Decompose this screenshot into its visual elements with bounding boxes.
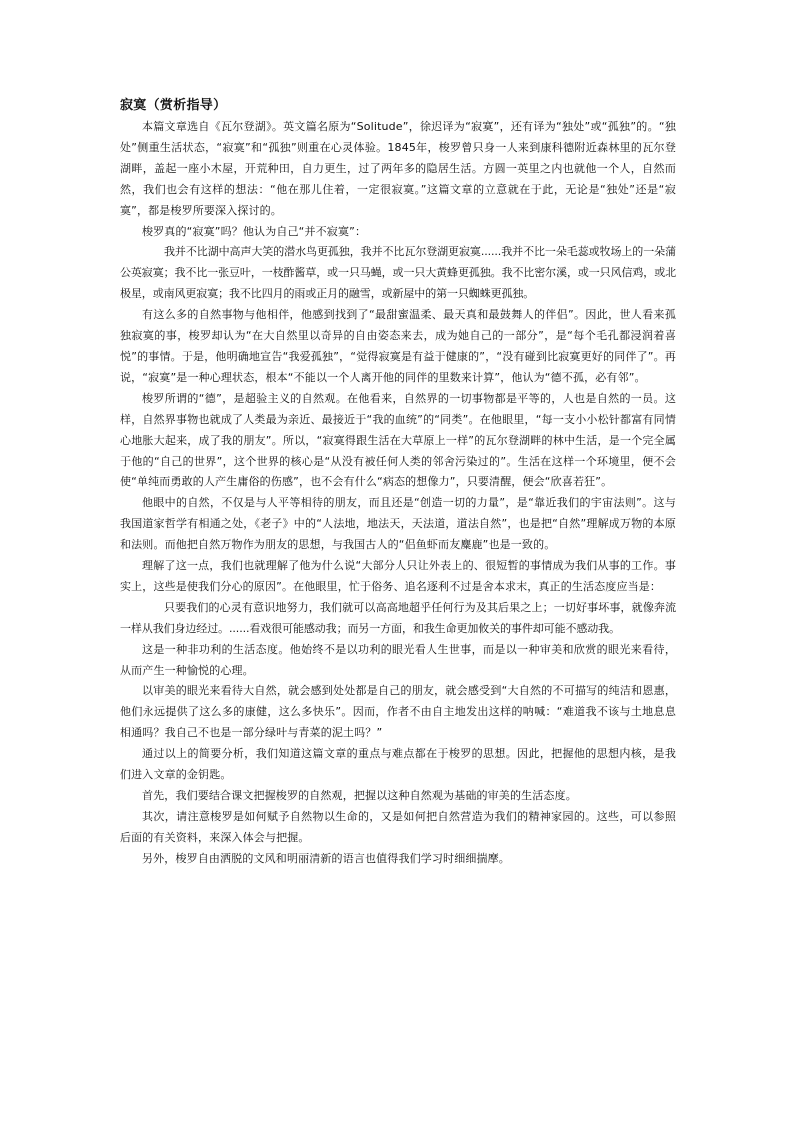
paragraph-aesthetic: 以审美的眼光来看待大自然，就会感到处处都是自己的朋友，就会感受到“大自然的不可描写的纯洁和恩惠，他们永远提供了这么多的康健，这么多快乐”。因而，作者不由自主地发出这样的呐喊：“难道我不该与土地息息相通吗？我自己不也是一部分绿叶与青菜的泥土吗？”	[120, 684, 676, 740]
paragraph-second: 其次，请注意梭罗是如何赋予自然物以生命的，又是如何把自然营造为我们的精神家园的。这些，可以参照后面的有关资料，来深入体会与把握。	[120, 809, 676, 844]
paragraph-finally: 另外，梭罗自由洒脱的文风和明丽清新的语言也值得我们学习时细细揣摩。	[142, 851, 510, 865]
paragraph-intro: 本篇文章选自《瓦尔登湖》。英文篇名原为“Solitude”，徐迟译为“寂寞”，还有译为“独处”或“孤独”的。“独处”侧重生活状态，“寂寞”和“孤独”则重在心灵体验。1845年，梭罗曾只身一人来到康科德附近森林里的瓦尔登湖畔，盖起一座小木屋，开荒种田，自力更生，过了两年多的隐居生活。方圆一英里之内也就他一个人，自然而然，我们也会有这样的想法：“他在那儿住着，一定很寂寞。”这篇文章的立意就在于此，无论是“独处”还是“寂寞”，都是梭罗所要深入探讨的。	[120, 120, 676, 217]
document-page	[120, 96, 676, 870]
paragraph-virtue: 梭罗所谓的“德”，是超验主义的自然观。在他看来，自然界的一切事物都是平等的，人也是自然的一员。这样，自然界事物也就成了人类最为亲近、最接近于“我的血统”的“同类”。在他眼里，“每一支小小松针都富有同情心地胀大起来，成了我的朋友”。所以，“寂寞得跟生活在大草原上一样”的瓦尔登湖畔的林中生活，是一个完全属于他的“自己的世界”，这个世界的核心是“从没有被任何人类的邻舍污染过的”。生活在这样一个环境里，便不会使“单纯而勇敢的人产生庸俗的伤感”，也不会有什么“病态的想像力”，只要清醒，便会“欣喜若狂”。	[120, 391, 676, 489]
quote-mind: 只要我们的心灵有意识地努力，我们就可以高高地超乎任何行为及其后果之上；一切好事坏事，就像奔流一样从我们身边经过。......看戏很可能感动我；而另一方面，和我生命更加攸关的事件却可能不感动我。	[120, 600, 676, 635]
paragraph-nature: 他眼中的自然，不仅是与人平等相待的朋友，而且还是“创造一切的力量”，是“靠近我们的宇宙法则”。这与我国道家哲学有相通之处，《老子》中的“人法地，地法天，天法道，道法自然”，也是把“自然”理解成万物的本原和法则。而他把自然万物作为朋友的思想，与我国古人的“侣鱼虾而友麋鹿”也是一致的。	[120, 496, 676, 552]
paragraph-question: 梭罗真的“寂寞”吗？他认为自己“并不寂寞”：	[142, 224, 367, 238]
document-title: 寂寞（赏析指导）	[120, 98, 227, 113]
paragraph-nonutilitarian: 这是一种非功利的生活态度。他始终不是以功利的眼光看人生世事，而是以一种审美和欣赏的眼光来看待，从而产生一种愉悦的心理。	[120, 642, 676, 677]
quote-solitude: 我并不比湖中高声大笑的潜水鸟更孤独，我并不比瓦尔登湖更寂寞......我并不比一朵毛蕊或牧场上的一朵蒲公英寂寞；我不比一张豆叶，一枝酢酱草，或一只马蝇，或一只大黄蜂更孤独。我不比密尔溪，或一只风信鸡，或北极星，或南风更寂寞；我不比四月的雨或正月的融雪，或新屋中的第一只蜘蛛更孤独。	[120, 245, 676, 301]
paragraph-key: 通过以上的简要分析，我们知道这篇文章的重点与难点都在于梭罗的思想。因此，把握他的思想内核，是我们进入文章的金钥匙。	[120, 747, 676, 782]
paragraph-companions: 有这么多的自然事物与他相伴，他感到找到了“最甜蜜温柔、最天真和最鼓舞人的伴侣”。因此，世人看来孤独寂寞的事，梭罗却认为“在大自然里以奇异的自由姿态来去，成为她自己的一部分”，是“每个毛孔都浸润着喜悦”的事情。于是，他明确地宣告“我爱孤独”，“觉得寂寞是有益于健康的”，“没有碰到比寂寞更好的同伴了”。再说，“寂寞”是一种心理状态，根本“不能以一个人离开他的同伴的里数来计算”，他认为“德不孤，必有邻”。	[120, 308, 676, 384]
paragraph-first: 首先，我们要结合课文把握梭罗的自然观，把握以这种自然观为基础的审美的生活态度。	[142, 789, 577, 802]
paragraph-attitude: 理解了这一点，我们也就理解了他为什么说“大部分人只让外表上的、很短暂的事情成为我们从事的工作。事实上，这些是使我们分心的原因”。在他眼里，忙于俗务、追名逐利不过是舍本求末，真正的生活态度应当是：	[120, 559, 676, 593]
